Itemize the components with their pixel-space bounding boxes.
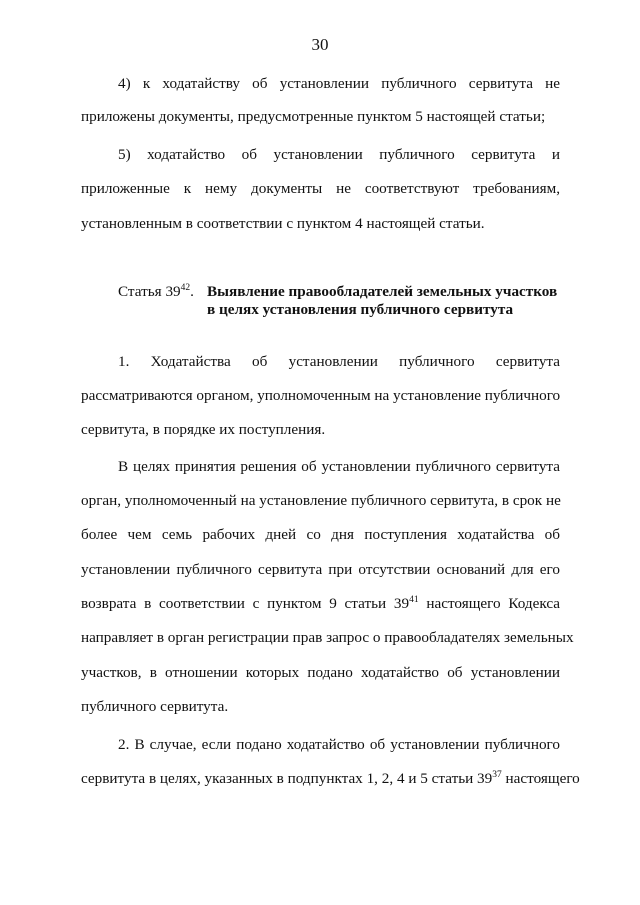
item-5-line-3: установленным в соответствии с пунктом 4 настоящей статьи. <box>81 215 485 232</box>
item-5-line-1: 5) ходатайство об установлении публичного сервитута и <box>118 146 560 163</box>
para-2-line-3: более чем семь рабочих дней со дня поступления ходатайства об <box>81 526 560 543</box>
para-2-line-6: направляет в орган регистрации прав запрос о правообладателях земельных <box>81 629 574 646</box>
part-2-line-1: 2. В случае, если подано ходатайство об установлении публичного <box>118 736 560 753</box>
article-label: Статья $39^{42}$. <box>118 282 194 300</box>
para-2-line-5-sup: 41 <box>409 594 419 605</box>
part-1-line-3: сервитута, в порядке их поступления. <box>81 421 326 438</box>
item-5-line-2: приложенные к нему документы не соответствуют требованиям, <box>81 180 560 197</box>
para-2-line-1: В целях принятия решения об установлении публичного сервитута <box>118 458 560 475</box>
article-title-line-1: Выявление правообладателей земельных участков <box>207 283 558 300</box>
para-2-line-2: орган, уполномоченный на установление публичного сервитута, в срок не <box>81 492 561 509</box>
para-2-line-8: публичного сервитута. <box>81 698 229 715</box>
part-2-line-2: сервитута в целях, указанных в подпунктах 1, 2, 4 и 5 статьи $39^{37}$ настоящего <box>81 769 580 787</box>
item-4-line-1: 4) к ходатайству об установлении публичного сервитута не <box>118 75 560 92</box>
item-4-line-2: приложены документы, предусмотренные пунктом 5 настоящей статьи; <box>81 108 546 125</box>
para-2-line-4: установлении публичного сервитута при отсутствии оснований для его <box>81 561 560 578</box>
part-1-line-1: 1. Ходатайства об установлении публичного сервитута <box>118 353 560 370</box>
page-number: 30 <box>311 35 329 54</box>
part-1-line-2: рассматриваются органом, уполномоченным на установление публичного <box>81 387 561 404</box>
article-title-line-2: в целях установления публичного сервитута <box>207 301 514 318</box>
para-2-line-5 <box>81 595 560 613</box>
para-2-line-5-tail: настоящего Кодекса <box>418 595 560 612</box>
para-2-line-5-start: возврата в соответствии с пунктом 9 статьи 39 <box>81 595 410 612</box>
para-2-line-7: участков, в отношении которых подано ходатайство об установлении <box>81 664 560 681</box>
